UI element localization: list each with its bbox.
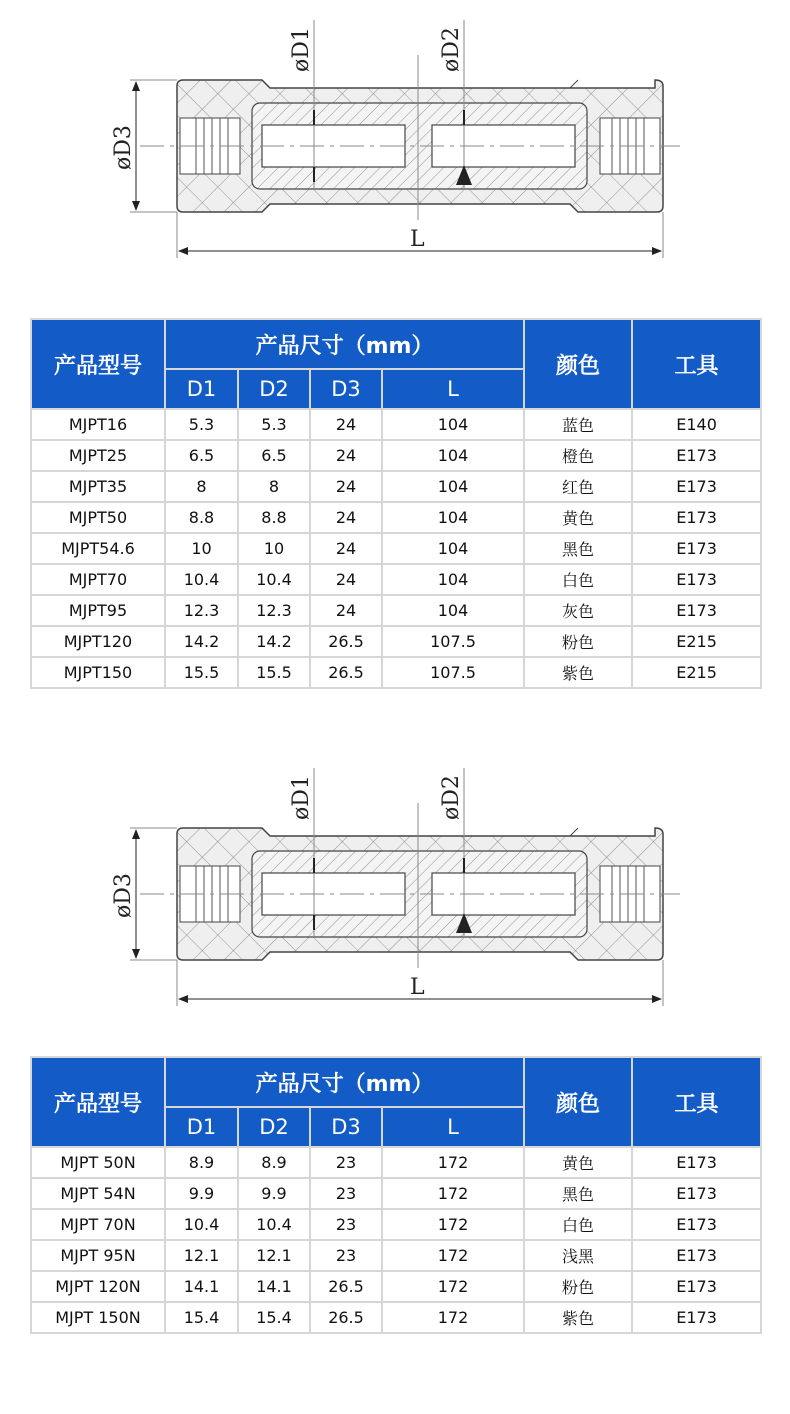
- table-row: [31, 1147, 761, 1178]
- cell-color: 浅黑: [524, 1240, 632, 1271]
- table-row: [31, 1209, 761, 1240]
- spec-table-2: [30, 1056, 762, 1334]
- cell-color: 黑色: [524, 1178, 632, 1209]
- cell-d2: 8: [238, 471, 310, 502]
- cell-model: MJPT 120N: [31, 1271, 165, 1302]
- cell-d3: 24: [310, 595, 382, 626]
- connector-drawing-2: [0, 748, 790, 1018]
- cell-d2: 6.5: [238, 440, 310, 471]
- cell-d1: 12.1: [165, 1240, 238, 1271]
- cell-d2: 12.3: [238, 595, 310, 626]
- cell-tool: E173: [632, 1178, 761, 1209]
- cell-tool: E173: [632, 440, 761, 471]
- header-tool: 工具: [632, 319, 761, 409]
- cell-d2: 10: [238, 533, 310, 564]
- cell-model: MJPT 95N: [31, 1240, 165, 1271]
- cell-tool: E173: [632, 502, 761, 533]
- cell-model: MJPT120: [31, 626, 165, 657]
- cell-tool: E140: [632, 409, 761, 440]
- table-row: [31, 502, 761, 533]
- table-row: [31, 1271, 761, 1302]
- cell-l: 172: [382, 1271, 524, 1302]
- cell-l: 172: [382, 1178, 524, 1209]
- cell-color: 紫色: [524, 1302, 632, 1333]
- cell-tool: E215: [632, 657, 761, 688]
- cell-d3: 23: [310, 1147, 382, 1178]
- dim-d1-label: øD1: [289, 775, 314, 820]
- connector-drawing-1: [0, 0, 790, 270]
- table-row: [31, 657, 761, 688]
- header-size: 产品尺寸（mm）: [165, 319, 524, 369]
- cell-tool: E173: [632, 1271, 761, 1302]
- cell-d3: 24: [310, 440, 382, 471]
- cell-tool: E173: [632, 1302, 761, 1333]
- cell-model: MJPT 54N: [31, 1178, 165, 1209]
- cell-d2: 8.8: [238, 502, 310, 533]
- table-row: [31, 626, 761, 657]
- table-row: [31, 564, 761, 595]
- cell-d2: 15.5: [238, 657, 310, 688]
- dim-d2-label: øD2: [439, 27, 464, 72]
- header-color: 颜色: [524, 319, 632, 409]
- table-row: [31, 440, 761, 471]
- cell-model: MJPT70: [31, 564, 165, 595]
- cell-d1: 8.8: [165, 502, 238, 533]
- cell-model: MJPT 70N: [31, 1209, 165, 1240]
- cell-tool: E173: [632, 1240, 761, 1271]
- cell-model: MJPT16: [31, 409, 165, 440]
- cell-d3: 24: [310, 533, 382, 564]
- table-row: [31, 1178, 761, 1209]
- cell-color: 黑色: [524, 533, 632, 564]
- cell-l: 172: [382, 1302, 524, 1333]
- cell-color: 粉色: [524, 626, 632, 657]
- cell-l: 104: [382, 502, 524, 533]
- cell-color: 粉色: [524, 1271, 632, 1302]
- cell-d1: 8.9: [165, 1147, 238, 1178]
- cell-tool: E215: [632, 626, 761, 657]
- cell-d1: 14.1: [165, 1271, 238, 1302]
- cell-d3: 24: [310, 502, 382, 533]
- cell-d1: 9.9: [165, 1178, 238, 1209]
- cell-d1: 15.5: [165, 657, 238, 688]
- cell-d2: 5.3: [238, 409, 310, 440]
- cell-d3: 26.5: [310, 657, 382, 688]
- cell-l: 104: [382, 533, 524, 564]
- cell-d2: 15.4: [238, 1302, 310, 1333]
- cell-d3: 24: [310, 564, 382, 595]
- cell-tool: E173: [632, 471, 761, 502]
- cell-model: MJPT150: [31, 657, 165, 688]
- dim-d3-label: øD3: [111, 125, 136, 170]
- cell-l: 104: [382, 440, 524, 471]
- header-model: 产品型号: [31, 319, 165, 409]
- cell-color: 紫色: [524, 657, 632, 688]
- cell-d3: 23: [310, 1240, 382, 1271]
- dim-l-label: L: [410, 227, 425, 252]
- header-d2: D2: [238, 1107, 310, 1147]
- cell-model: MJPT95: [31, 595, 165, 626]
- cell-tool: E173: [632, 1147, 761, 1178]
- header-l: L: [382, 369, 524, 409]
- header-d3: D3: [310, 369, 382, 409]
- cell-l: 104: [382, 564, 524, 595]
- cell-model: MJPT 50N: [31, 1147, 165, 1178]
- spec-table-1: [30, 318, 762, 689]
- cell-model: MJPT25: [31, 440, 165, 471]
- cell-d3: 24: [310, 471, 382, 502]
- cell-d1: 10.4: [165, 564, 238, 595]
- cell-color: 黄色: [524, 1147, 632, 1178]
- cell-model: MJPT 150N: [31, 1302, 165, 1333]
- header-size: 产品尺寸（mm）: [165, 1057, 524, 1107]
- header-d1: D1: [165, 369, 238, 409]
- cell-tool: E173: [632, 595, 761, 626]
- cell-d3: 26.5: [310, 1302, 382, 1333]
- cell-color: 黄色: [524, 502, 632, 533]
- table-row: [31, 471, 761, 502]
- cell-color: 灰色: [524, 595, 632, 626]
- cell-color: 白色: [524, 1209, 632, 1240]
- cell-l: 107.5: [382, 626, 524, 657]
- cell-l: 172: [382, 1240, 524, 1271]
- header-model: 产品型号: [31, 1057, 165, 1147]
- cell-model: MJPT54.6: [31, 533, 165, 564]
- cell-l: 172: [382, 1209, 524, 1240]
- cell-tool: E173: [632, 533, 761, 564]
- cell-l: 172: [382, 1147, 524, 1178]
- cell-d3: 26.5: [310, 626, 382, 657]
- cell-model: MJPT50: [31, 502, 165, 533]
- cell-l: 104: [382, 409, 524, 440]
- cell-l: 104: [382, 471, 524, 502]
- table-row: [31, 595, 761, 626]
- header-d1: D1: [165, 1107, 238, 1147]
- table-row: [31, 533, 761, 564]
- cell-d1: 10: [165, 533, 238, 564]
- cell-d3: 23: [310, 1178, 382, 1209]
- dim-d2-label: øD2: [439, 775, 464, 820]
- cell-color: 红色: [524, 471, 632, 502]
- cell-d3: 24: [310, 409, 382, 440]
- dim-d1-label: øD1: [289, 27, 314, 72]
- dim-d3-label: øD3: [111, 873, 136, 918]
- cell-l: 104: [382, 595, 524, 626]
- header-d2: D2: [238, 369, 310, 409]
- table-row: [31, 1240, 761, 1271]
- cell-d2: 10.4: [238, 564, 310, 595]
- cell-d2: 10.4: [238, 1209, 310, 1240]
- cell-d1: 15.4: [165, 1302, 238, 1333]
- cell-d2: 8.9: [238, 1147, 310, 1178]
- dim-l-label: L: [410, 975, 425, 1000]
- header-tool: 工具: [632, 1057, 761, 1147]
- cell-d2: 12.1: [238, 1240, 310, 1271]
- table-row: [31, 409, 761, 440]
- cell-model: MJPT35: [31, 471, 165, 502]
- cell-d1: 12.3: [165, 595, 238, 626]
- header-d3: D3: [310, 1107, 382, 1147]
- cell-d2: 14.2: [238, 626, 310, 657]
- cell-d1: 6.5: [165, 440, 238, 471]
- cell-color: 橙色: [524, 440, 632, 471]
- cell-color: 蓝色: [524, 409, 632, 440]
- cell-d3: 23: [310, 1209, 382, 1240]
- cell-d2: 14.1: [238, 1271, 310, 1302]
- cell-tool: E173: [632, 1209, 761, 1240]
- cell-tool: E173: [632, 564, 761, 595]
- cell-d1: 8: [165, 471, 238, 502]
- cell-d1: 14.2: [165, 626, 238, 657]
- cell-color: 白色: [524, 564, 632, 595]
- cell-d1: 10.4: [165, 1209, 238, 1240]
- header-color: 颜色: [524, 1057, 632, 1147]
- cell-d2: 9.9: [238, 1178, 310, 1209]
- cell-d3: 26.5: [310, 1271, 382, 1302]
- cell-l: 107.5: [382, 657, 524, 688]
- header-l: L: [382, 1107, 524, 1147]
- cell-d1: 5.3: [165, 409, 238, 440]
- table-row: [31, 1302, 761, 1333]
